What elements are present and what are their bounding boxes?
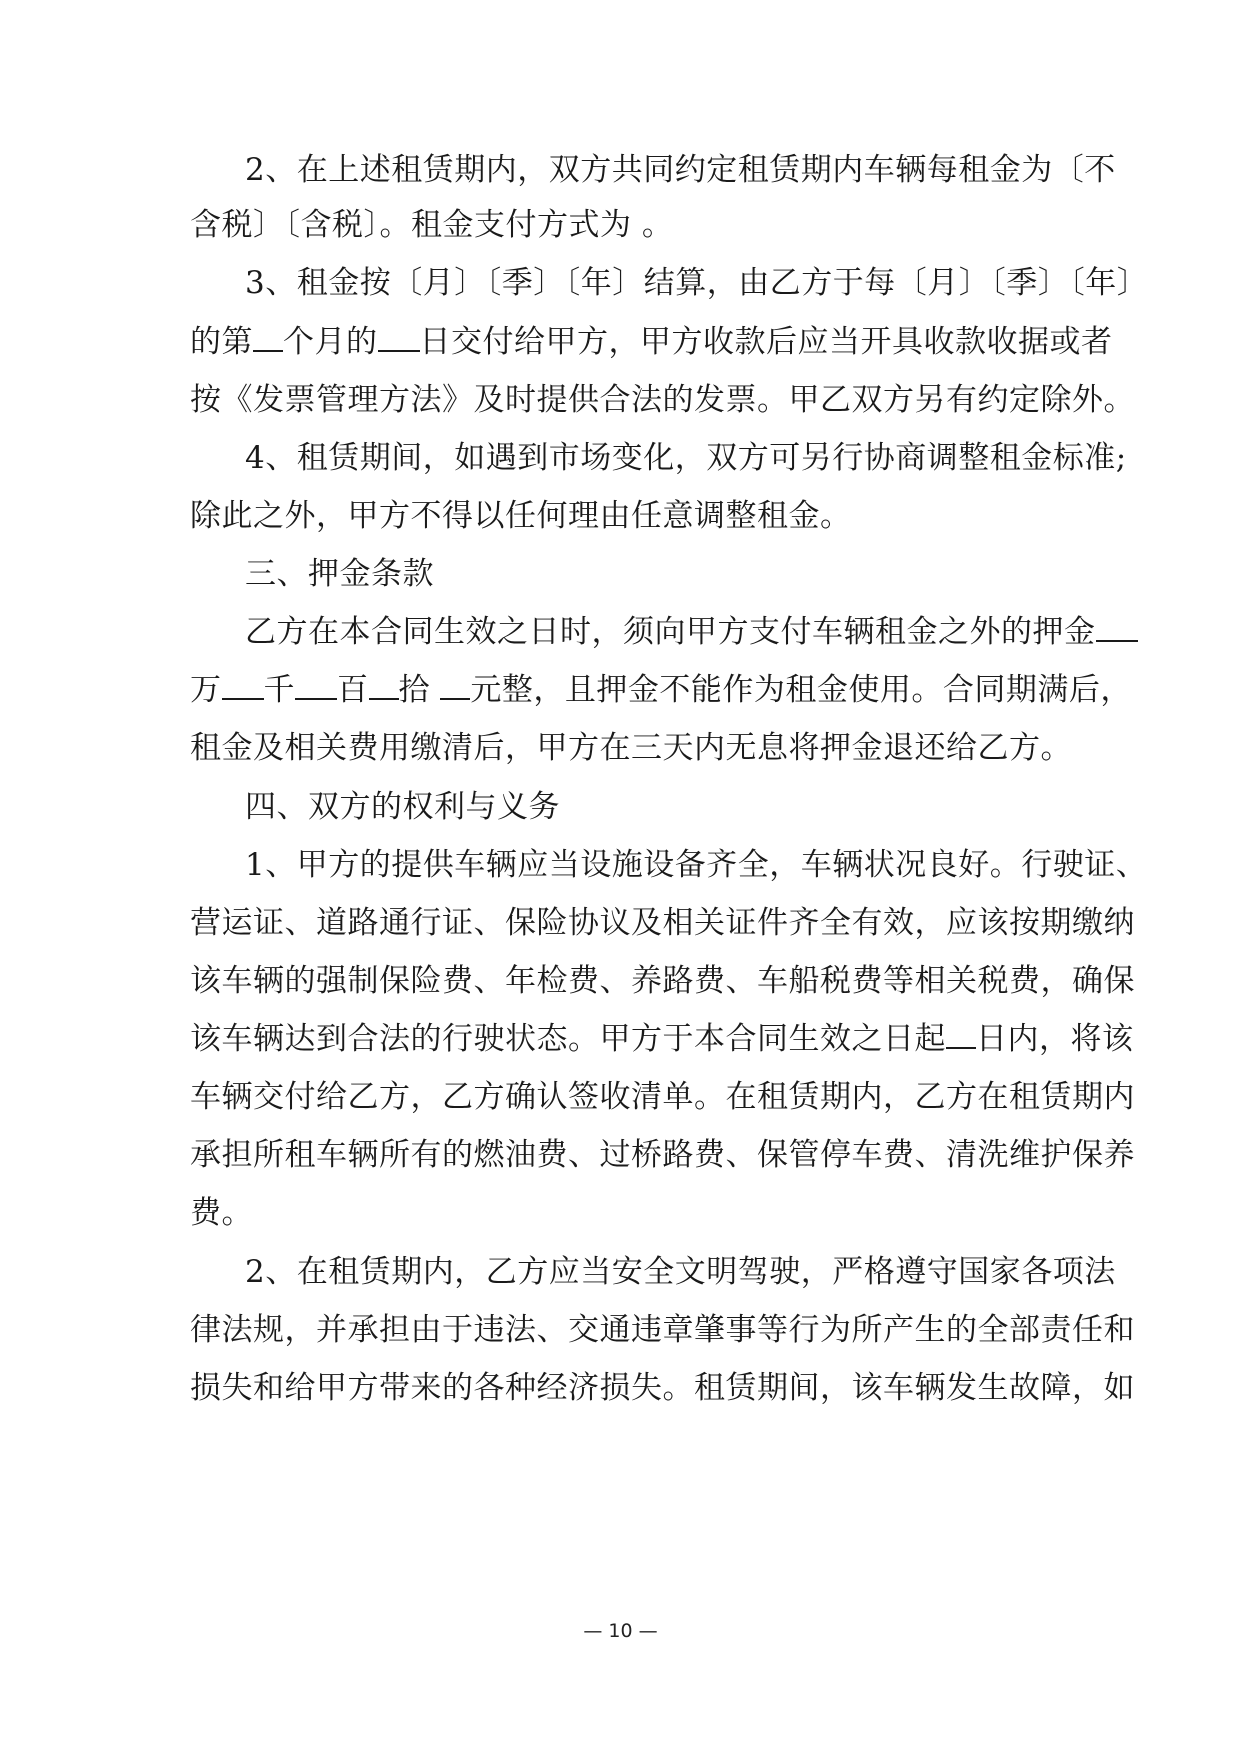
text-segment: 百 — [337, 672, 369, 708]
text-segment: 该车辆达到合法的行驶状态。甲方于本合同生效之日起 — [190, 1021, 946, 1057]
paragraph-line: 律法规，并承担由于违法、交通违章肇事等行为所产生的全部责任和 — [190, 1312, 1135, 1348]
paragraph-line: 费。 — [190, 1195, 253, 1231]
blank-underline — [946, 1019, 976, 1049]
section-heading: 四、双方的权利与义务 — [245, 789, 560, 825]
paragraph-line — [190, 670, 1132, 710]
section-heading: 三、押金条款 — [245, 556, 434, 592]
text-segment: 万 — [190, 672, 222, 708]
paragraph-line: 4、租赁期间，如遇到市场变化，双方可另行协商调整租金标准; — [245, 440, 1127, 476]
paragraph-line: 租金及相关费用缴清后，甲方在三天内无息将押金退还给乙方。 — [190, 730, 1072, 766]
blank-underline — [222, 670, 264, 700]
text-segment: 元整，且押金不能作为租金使用。合同期满后， — [470, 672, 1132, 708]
paragraph-line — [190, 322, 1113, 362]
paragraph-line: 2、在上述租赁期内，双方共同约定租赁期内车辆每租金为〔不 — [245, 152, 1116, 188]
paragraph-line — [190, 1019, 1134, 1059]
text-segment: 拾 — [398, 672, 441, 708]
blank-underline — [295, 670, 337, 700]
blank-underline — [378, 322, 420, 352]
page-number: — 10 — — [583, 1620, 658, 1642]
paragraph-line: 营运证、道路通行证、保险协议及相关证件齐全有效，应该按期缴纳 — [190, 905, 1135, 941]
blank-underline — [369, 670, 399, 700]
text-segment: 千 — [263, 672, 295, 708]
paragraph-line: 除此之外，甲方不得以任何理由任意调整租金。 — [190, 498, 852, 534]
paragraph-line: 1、甲方的提供车辆应当设施设备齐全，车辆状况良好。行驶证、 — [245, 847, 1148, 883]
blank-underline — [1096, 612, 1138, 642]
paragraph-line: 3、租金按〔月〕〔季〕〔年〕结算，由乙方于每〔月〕〔季〕〔年〕 — [245, 265, 1149, 301]
text-segment: 日交付给甲方，甲方收款后应当开具收款收据或者 — [419, 324, 1113, 360]
paragraph-line: 按《发票管理方法》及时提供合法的发票。甲乙双方另有约定除外。 — [190, 382, 1135, 418]
paragraph-line: 损失和给甲方带来的各种经济损失。租赁期间，该车辆发生故障，如 — [190, 1370, 1135, 1406]
paragraph-line: 含税〕〔含税〕。租金支付方式为 。 — [190, 207, 674, 243]
blank-underline — [440, 670, 470, 700]
paragraph-line: 承担所租车辆所有的燃油费、过桥路费、保管停车费、清洗维护保养 — [190, 1137, 1135, 1173]
paragraph-line: 该车辆的强制保险费、年检费、养路费、车船税费等相关税费，确保 — [190, 963, 1135, 999]
paragraph-line — [245, 612, 1138, 652]
text-segment: 的第 — [190, 324, 253, 360]
text-segment: 乙方在本合同生效之日时，须向甲方支付车辆租金之外的押金 — [245, 614, 1096, 650]
blank-underline — [253, 322, 283, 352]
paragraph-line: 2、在租赁期内，乙方应当安全文明驾驶，严格遵守国家各项法 — [245, 1254, 1116, 1290]
text-segment: 个月的 — [283, 324, 378, 360]
text-segment: 日内，将该 — [976, 1021, 1134, 1057]
paragraph-line: 车辆交付给乙方，乙方确认签收清单。在租赁期内，乙方在租赁期内 — [190, 1079, 1135, 1115]
